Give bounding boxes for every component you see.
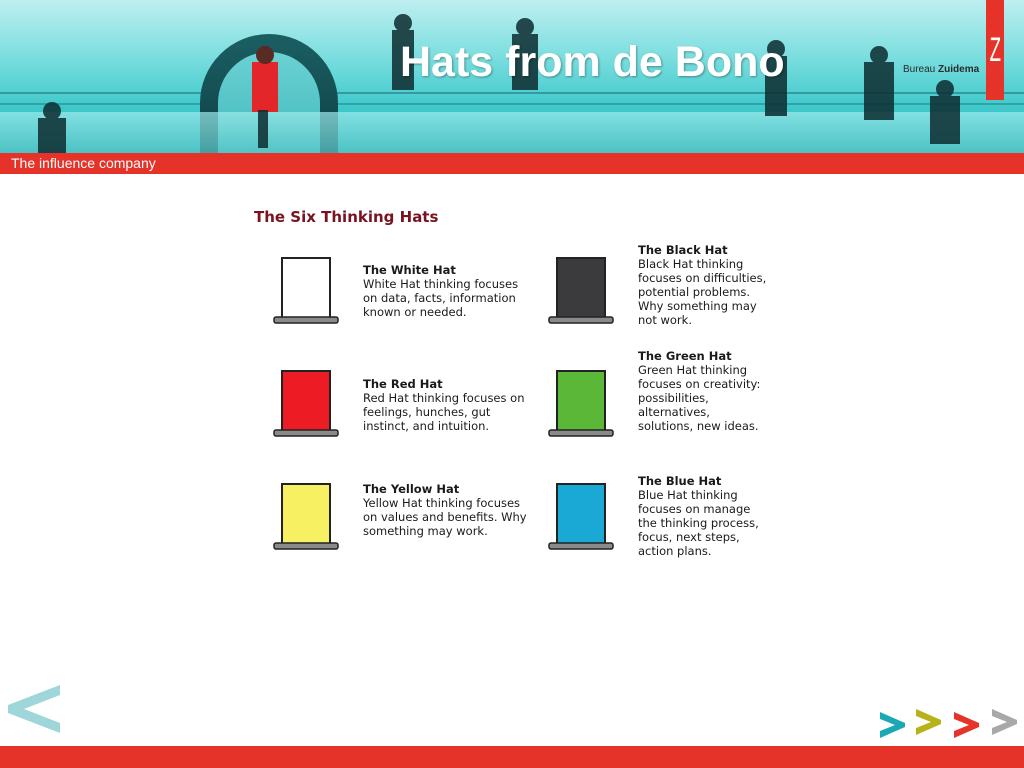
black-hat-text [638,243,768,327]
banner-walker-red-figure [252,62,278,112]
page-title: Hats from de Bono [400,38,785,86]
green-hat-description: Green Hat thinking focuses on creativity: possibilities, alternatives, solutions, new ideas. [638,363,761,433]
blue-hat-icon [545,481,617,553]
black-hat-description: Black Hat thinking focuses on difficulties, potential problems. Why something may not work. [638,257,767,327]
yellow-hat-title: The Yellow Hat [363,482,460,496]
footer-bar [0,746,1024,768]
chevron-left-icon [4,683,62,735]
chevron-right-icon [951,707,981,743]
white-hat-title: The White Hat [363,263,456,277]
yellow-hat-text [363,482,533,538]
black-hat-title: The Black Hat [638,243,728,257]
blue-hat-text [638,474,768,558]
brand-name: Zuidema [938,64,980,75]
red-hat-icon [270,368,342,440]
black-hat-icon [545,255,617,327]
forward-arrow-button[interactable] [951,707,981,743]
section-heading: The Six Thinking Hats [254,208,439,226]
z-logo-letter: Z [989,31,1001,69]
banner-walker-figure [864,62,894,120]
green-hat-title: The Green Hat [638,349,732,363]
chevron-right-icon [877,707,907,743]
forward-arrow-button[interactable] [989,707,1019,743]
blue-hat-title: The Blue Hat [638,474,722,488]
back-arrow-button[interactable] [4,683,62,735]
forward-nav [877,707,1023,745]
forward-arrow-button[interactable] [877,707,907,743]
z-logo [986,0,1004,100]
white-hat-text [363,263,533,319]
yellow-hat-icon [270,481,342,553]
yellow-hat-description: Yellow Hat thinking focuses on values and benefits. Why something may work. [363,496,527,538]
white-hat-icon [270,255,342,327]
blue-hat-description: Blue Hat thinking focuses on manage the thinking process, focus, next steps, action plans. [638,488,759,558]
tagline-bar [0,153,1024,174]
green-hat-icon [545,368,617,440]
brand-wordmark [903,64,979,75]
chevron-right-icon [913,707,943,743]
red-hat-text [363,377,533,433]
tagline: The influence company [11,155,156,171]
red-hat-description: Red Hat thinking focuses on feelings, hunches, gut instinct, and intuition. [363,391,525,433]
banner-walker-figure [930,96,960,144]
banner-walker-figure [38,118,66,153]
white-hat-description: White Hat thinking focuses on data, facts, information known or needed. [363,277,519,319]
banner-walker-legs [258,110,268,148]
brand-prefix: Bureau [903,64,936,75]
chevron-right-icon [989,707,1019,743]
green-hat-text [638,349,768,433]
red-hat-title: The Red Hat [363,377,443,391]
header-banner [0,0,1024,153]
forward-arrow-button[interactable] [913,707,943,743]
